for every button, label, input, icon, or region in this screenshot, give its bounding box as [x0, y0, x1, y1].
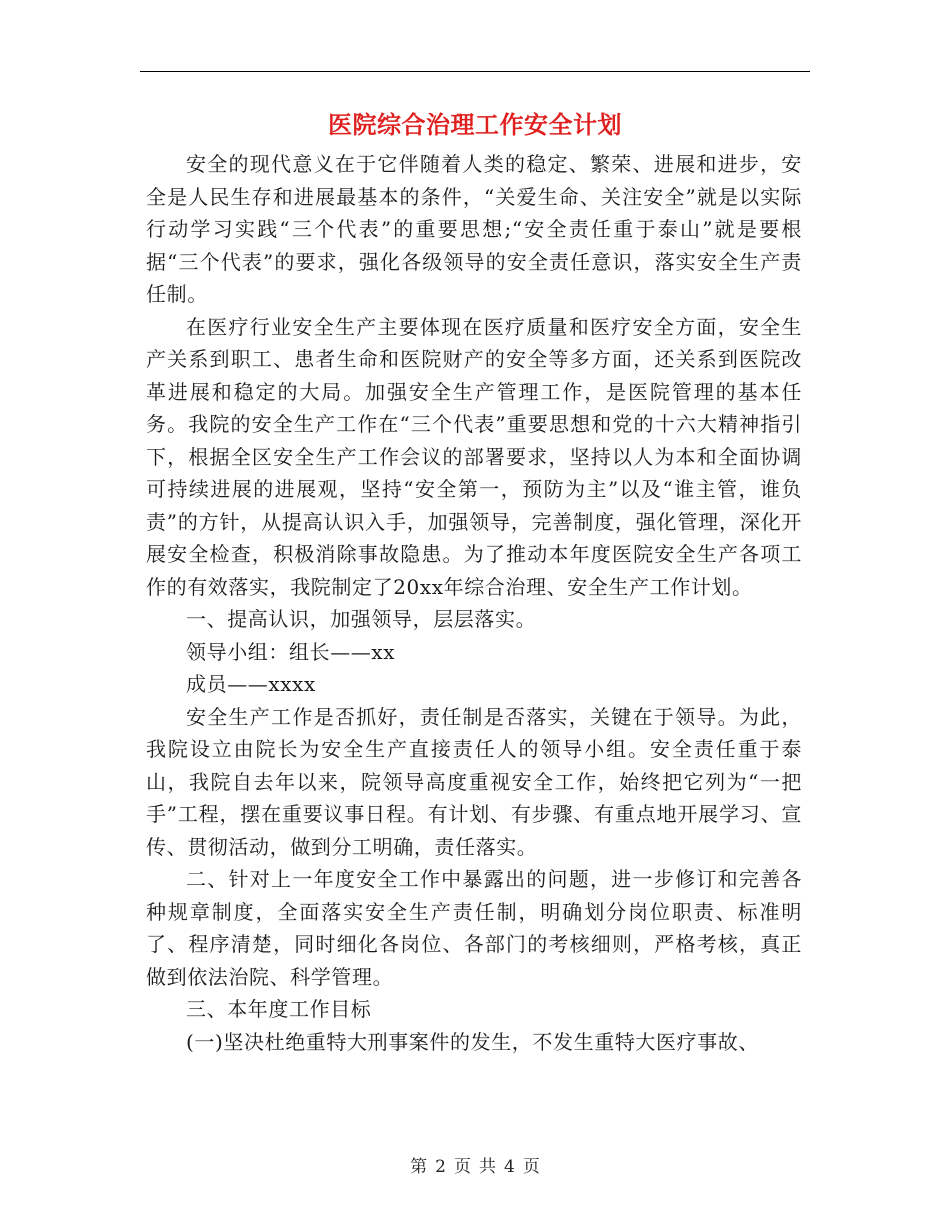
footer-total-pages: 4 — [504, 1157, 515, 1177]
goal-item-1: (一)坚决杜绝重特大刑事案件的发生，不发生重特大医疗事故、 — [186, 1029, 760, 1054]
page-footer — [0, 1156, 950, 1178]
footer-current-page: 2 — [435, 1157, 446, 1177]
leader-group-line: 领导小组：组长——xx — [186, 639, 396, 664]
footer-suffix: 页 — [522, 1157, 540, 1177]
section-heading-3: 三、本年度工作目标 — [186, 997, 372, 1021]
footer-prefix: 第 — [410, 1157, 428, 1177]
header-rule — [140, 71, 810, 72]
section-heading-1: 一、提高认识，加强领导，层层落实。 — [186, 607, 537, 631]
section-heading-2: 二、针对上一年度安全工作中暴露出的问题，进一步修订和完善各种规章制度，全面落实安全生产责任制，明确划分岗位职责、标准明了、程序清楚，同时细化各岗位、各部门的考核细则，严格考核，真正做到依法治院、科学管理。 — [146, 867, 802, 989]
members-line: 成员——xxxx — [186, 672, 316, 696]
document-title: 医院综合治理工作安全计划 — [328, 110, 622, 139]
paragraph-intro: 安全的现代意义在于它伴随着人类的稳定、繁荣、进展和进步，安全是人民生存和进展最基本的条件，“关爱生命、关注安全”就是以实际行动学习实践“三个代表”的重要思想;“安全责任重于泰山”就是要根据“三个代表”的要求，强化各级领导的安全责任意识，落实安全生产责任制。 — [146, 152, 802, 306]
paragraph-responsibility: 安全生产工作是否抓好，责任制是否落实，关键在于领导。为此，我院设立由院长为安全生产直接责任人的领导小组。安全责任重于泰山，我院自去年以来，院领导高度重视安全工作，始终把它列为“一把手”工程，摆在重要议事日程。有计划、有步骤、有重点地开展学习、宣传、贯彻活动，做到分工明确，责任落实。 — [146, 704, 802, 859]
document-body — [146, 148, 802, 1058]
paragraph-background: 在医疗行业安全生产主要体现在医疗质量和医疗安全方面，安全生产关系到职工、患者生命和医院财产的安全等多方面，还关系到医院改革进展和稳定的大局。加强安全生产管理工作，是医院管理的基本任务。我院的安全生产工作在“三个代表”重要思想和党的十六大精神指引下，根据全区安全生产工作会议的部署要求，坚持以人为本和全面协调可持续进展的进展观，坚持“安全第一，预防为主”以及“谁主管，谁负责”的方针，从提高认识入手，加强领导，完善制度，强化管理，深化开展安全检查，积极消除事故隐患。为了推动本年度医院安全生产各项工作的有效落实，我院制定了20xx年综合治理、安全生产工作计划。 — [146, 314, 802, 599]
footer-page-word: 页 — [454, 1157, 471, 1177]
footer-total-prefix: 共 — [479, 1157, 496, 1177]
